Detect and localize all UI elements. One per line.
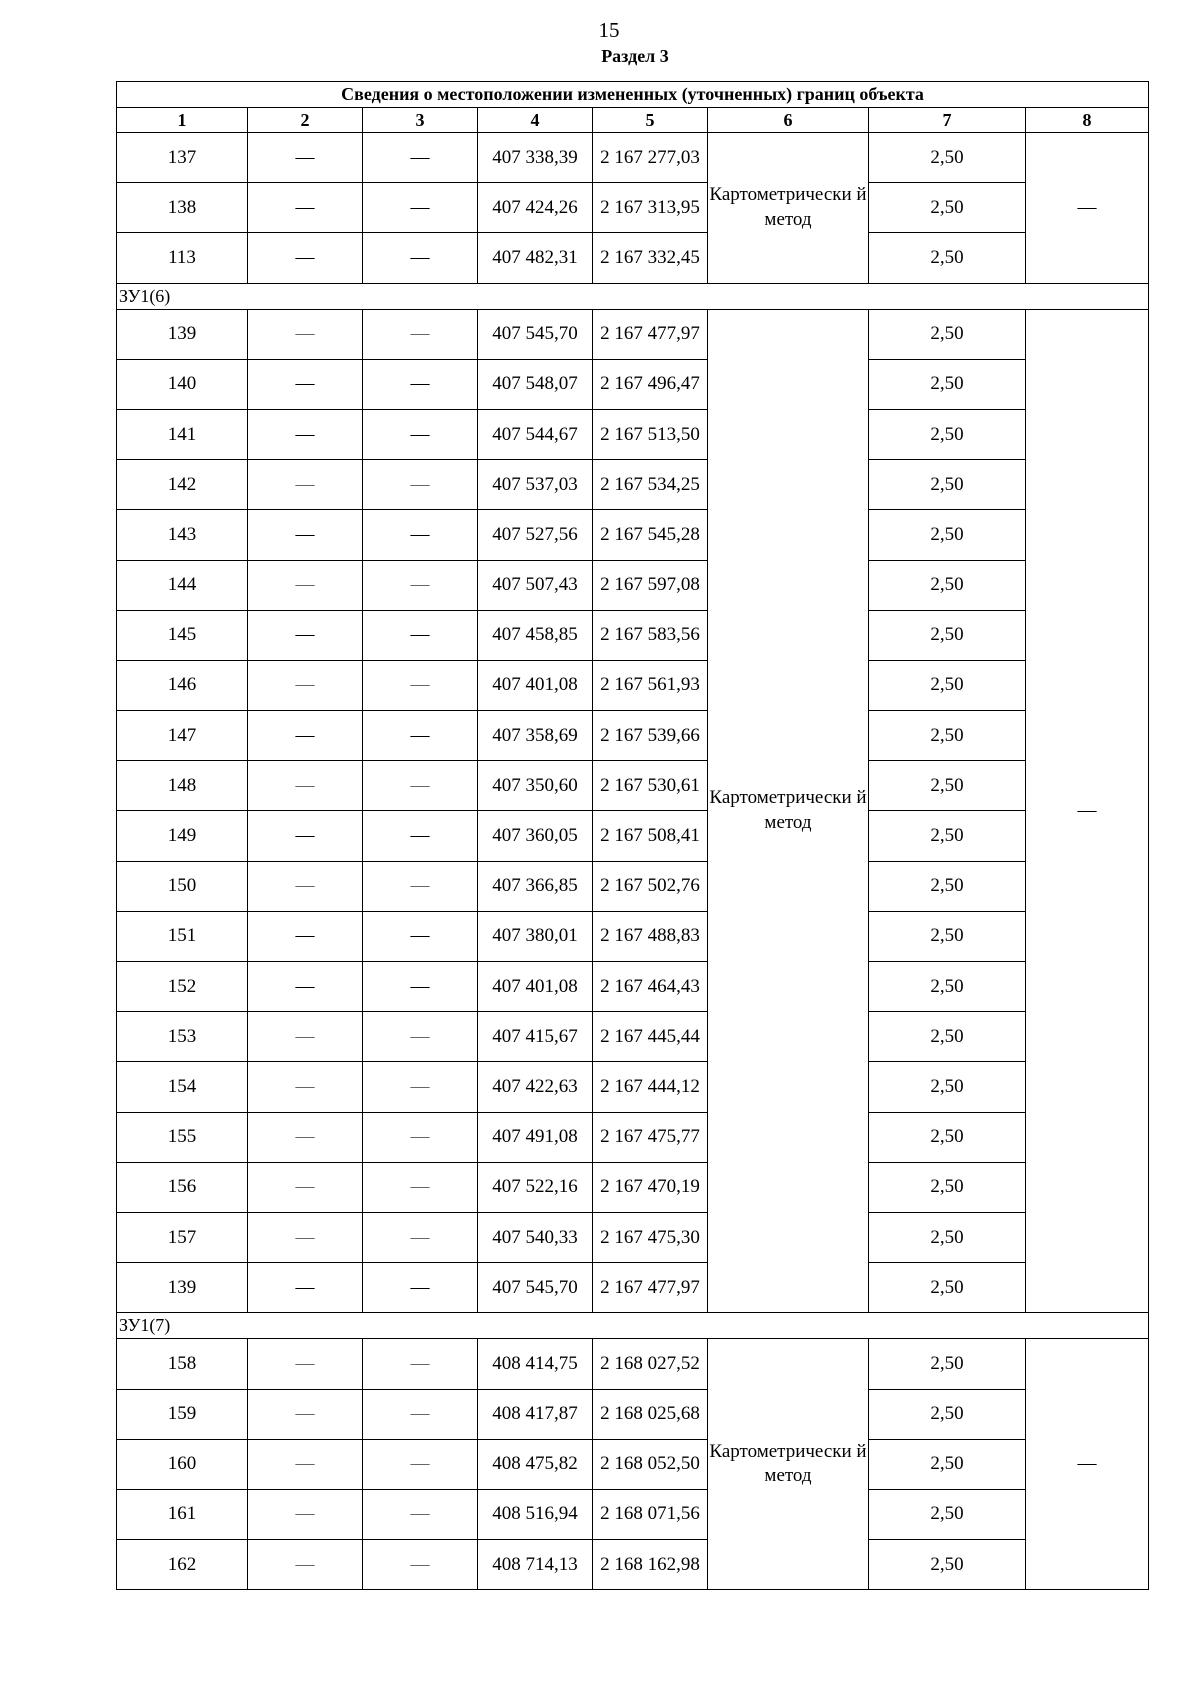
column-2-cell xyxy=(248,811,363,861)
page-number: 15 xyxy=(598,18,620,42)
accuracy-cell: 2,50 xyxy=(869,1162,1026,1212)
y-coordinate-cell: 2 167 332,45 xyxy=(593,233,708,283)
point-number-cell: 139 xyxy=(117,309,248,359)
point-number-cell: 139 xyxy=(117,1263,248,1313)
dash-value: — xyxy=(295,724,315,746)
column-2-cell xyxy=(248,962,363,1012)
x-coordinate-cell: 407 415,67 xyxy=(478,1012,593,1062)
accuracy-cell: 2,50 xyxy=(869,1112,1026,1162)
y-coordinate-cell: 2 167 502,76 xyxy=(593,861,708,911)
dash-value: — xyxy=(410,1075,430,1097)
y-coordinate-cell: 2 167 475,30 xyxy=(593,1212,708,1262)
point-number-cell: 157 xyxy=(117,1212,248,1262)
accuracy-cell: 2,50 xyxy=(869,510,1026,560)
column-3-cell xyxy=(363,1489,478,1539)
column-2-cell xyxy=(248,560,363,610)
accuracy-cell: 2,50 xyxy=(869,309,1026,359)
point-number-cell: 161 xyxy=(117,1489,248,1539)
column-3-cell xyxy=(363,560,478,610)
dash-value: — xyxy=(295,1276,315,1298)
column-2-cell xyxy=(248,309,363,359)
dash-value: — xyxy=(410,674,430,696)
column-3-cell xyxy=(363,359,478,409)
y-coordinate-cell: 2 167 513,50 xyxy=(593,409,708,459)
accuracy-cell: 2,50 xyxy=(869,560,1026,610)
x-coordinate-cell: 407 545,70 xyxy=(478,1263,593,1313)
y-coordinate-cell: 2 167 475,77 xyxy=(593,1112,708,1162)
column-8-cell: — xyxy=(1026,1339,1149,1590)
table-row xyxy=(117,460,1149,510)
point-number-cell: 142 xyxy=(117,460,248,510)
dash-value: — xyxy=(295,1226,315,1248)
x-coordinate-cell: 407 401,08 xyxy=(478,660,593,710)
table-row xyxy=(117,359,1149,409)
dash-value: — xyxy=(410,1352,430,1374)
column-3-cell xyxy=(363,1012,478,1062)
x-coordinate-cell: 407 380,01 xyxy=(478,911,593,961)
column-2-cell xyxy=(248,861,363,911)
y-coordinate-cell: 2 167 508,41 xyxy=(593,811,708,861)
table-row xyxy=(117,660,1149,710)
table-row xyxy=(117,133,1149,183)
point-number-cell: 153 xyxy=(117,1012,248,1062)
point-number-cell: 143 xyxy=(117,510,248,560)
column-3-cell xyxy=(363,811,478,861)
column-3-cell xyxy=(363,1112,478,1162)
column-3-cell xyxy=(363,510,478,560)
dash-value: — xyxy=(410,574,430,596)
table-row xyxy=(117,761,1149,811)
column-2-cell xyxy=(248,660,363,710)
column-2-cell xyxy=(248,1489,363,1539)
dash-value: — xyxy=(295,1453,315,1475)
accuracy-cell: 2,50 xyxy=(869,359,1026,409)
dash-value: — xyxy=(295,925,315,947)
table-row xyxy=(117,1212,1149,1262)
dash-value: — xyxy=(295,1075,315,1097)
accuracy-cell: 2,50 xyxy=(869,1489,1026,1539)
column-3-cell xyxy=(363,610,478,660)
y-coordinate-cell: 2 167 597,08 xyxy=(593,560,708,610)
point-number-cell: 144 xyxy=(117,560,248,610)
dash-value: — xyxy=(410,774,430,796)
dash-value: — xyxy=(410,246,430,268)
accuracy-cell: 2,50 xyxy=(869,962,1026,1012)
group-header-row xyxy=(117,283,1149,309)
point-number-cell: 158 xyxy=(117,1339,248,1389)
point-number-cell: 156 xyxy=(117,1162,248,1212)
dash-value: — xyxy=(410,975,430,997)
point-number-cell: 113 xyxy=(117,233,248,283)
y-coordinate-cell: 2 167 534,25 xyxy=(593,460,708,510)
dash-value: — xyxy=(295,875,315,897)
dash-value: — xyxy=(410,523,430,545)
y-coordinate-cell: 2 167 539,66 xyxy=(593,711,708,761)
column-2-cell xyxy=(248,1212,363,1262)
column-2-cell xyxy=(248,711,363,761)
dash-value: — xyxy=(295,674,315,696)
y-coordinate-cell: 2 167 470,19 xyxy=(593,1162,708,1212)
dash-value: — xyxy=(410,1503,430,1525)
accuracy-cell: 2,50 xyxy=(869,811,1026,861)
column-3-cell xyxy=(363,1212,478,1262)
method-cell: Картометрически й метод xyxy=(708,1339,869,1590)
table-row xyxy=(117,911,1149,961)
accuracy-cell: 2,50 xyxy=(869,1339,1026,1389)
dash-value: — xyxy=(410,724,430,746)
y-coordinate-cell: 2 167 561,93 xyxy=(593,660,708,710)
dash-value: — xyxy=(410,423,430,445)
accuracy-cell: 2,50 xyxy=(869,1012,1026,1062)
x-coordinate-cell: 407 360,05 xyxy=(478,811,593,861)
dash-value: — xyxy=(295,774,315,796)
dash-value: — xyxy=(295,473,315,495)
table-row xyxy=(117,1439,1149,1489)
accuracy-cell: 2,50 xyxy=(869,1540,1026,1590)
column-2-cell xyxy=(248,911,363,961)
column-3-cell xyxy=(363,1439,478,1489)
y-coordinate-cell: 2 167 444,12 xyxy=(593,1062,708,1112)
table-row xyxy=(117,861,1149,911)
column-number: 8 xyxy=(1026,108,1149,133)
table-row xyxy=(117,1540,1149,1590)
column-2-cell xyxy=(248,1062,363,1112)
y-coordinate-cell: 2 167 277,03 xyxy=(593,133,708,183)
dash-value: — xyxy=(410,373,430,395)
dash-value: — xyxy=(295,523,315,545)
column-3-cell xyxy=(363,1339,478,1389)
x-coordinate-cell: 407 527,56 xyxy=(478,510,593,560)
table-row xyxy=(117,811,1149,861)
method-cell: Картометрически й метод xyxy=(708,133,869,284)
y-coordinate-cell: 2 167 496,47 xyxy=(593,359,708,409)
x-coordinate-cell: 408 414,75 xyxy=(478,1339,593,1389)
dash-value: — xyxy=(410,825,430,847)
column-2-cell xyxy=(248,359,363,409)
point-number-cell: 138 xyxy=(117,183,248,233)
dash-value: — xyxy=(410,1226,430,1248)
x-coordinate-cell: 407 338,39 xyxy=(478,133,593,183)
table-row xyxy=(117,1162,1149,1212)
point-number-cell: 146 xyxy=(117,660,248,710)
x-coordinate-cell: 407 401,08 xyxy=(478,962,593,1012)
table-row xyxy=(117,183,1149,233)
section-title: Раздел 3 xyxy=(601,46,669,66)
accuracy-cell: 2,50 xyxy=(869,660,1026,710)
point-number-cell: 159 xyxy=(117,1389,248,1439)
column-2-cell xyxy=(248,1112,363,1162)
column-3-cell xyxy=(363,1540,478,1590)
dash-value: — xyxy=(410,323,430,345)
dash-value: — xyxy=(295,1025,315,1047)
column-2-cell xyxy=(248,1263,363,1313)
y-coordinate-cell: 2 167 530,61 xyxy=(593,761,708,811)
table-row xyxy=(117,1112,1149,1162)
x-coordinate-cell: 407 537,03 xyxy=(478,460,593,510)
table-row xyxy=(117,409,1149,459)
x-coordinate-cell: 408 475,82 xyxy=(478,1439,593,1489)
dash-value: — xyxy=(295,196,315,218)
accuracy-cell: 2,50 xyxy=(869,1263,1026,1313)
table-caption: Сведения о местоположении измененных (уточненных) границ объекта xyxy=(117,82,1149,108)
accuracy-cell: 2,50 xyxy=(869,1212,1026,1262)
column-number: 3 xyxy=(363,108,478,133)
column-3-cell xyxy=(363,911,478,961)
column-number: 5 xyxy=(593,108,708,133)
dash-value: — xyxy=(410,196,430,218)
table-row xyxy=(117,962,1149,1012)
column-3-cell xyxy=(363,233,478,283)
dash-value: — xyxy=(410,1403,430,1425)
x-coordinate-cell: 407 491,08 xyxy=(478,1112,593,1162)
point-number-cell: 150 xyxy=(117,861,248,911)
column-3-cell xyxy=(363,1389,478,1439)
x-coordinate-cell: 407 522,16 xyxy=(478,1162,593,1212)
x-coordinate-cell: 407 545,70 xyxy=(478,309,593,359)
accuracy-cell: 2,50 xyxy=(869,233,1026,283)
y-coordinate-cell: 2 167 464,43 xyxy=(593,962,708,1012)
column-2-cell xyxy=(248,1540,363,1590)
y-coordinate-cell: 2 168 162,98 xyxy=(593,1540,708,1590)
y-coordinate-cell: 2 167 477,97 xyxy=(593,309,708,359)
x-coordinate-cell: 407 458,85 xyxy=(478,610,593,660)
table-row xyxy=(117,510,1149,560)
column-2-cell xyxy=(248,761,363,811)
accuracy-cell: 2,50 xyxy=(869,610,1026,660)
dash-value: — xyxy=(410,875,430,897)
column-8-cell: — xyxy=(1026,309,1149,1313)
column-number: 6 xyxy=(708,108,869,133)
dash-value: — xyxy=(295,1553,315,1575)
column-3-cell xyxy=(363,962,478,1012)
y-coordinate-cell: 2 168 052,50 xyxy=(593,1439,708,1489)
accuracy-cell: 2,50 xyxy=(869,1389,1026,1439)
group-label: ЗУ1(6) xyxy=(117,283,1149,309)
y-coordinate-cell: 2 167 583,56 xyxy=(593,610,708,660)
column-3-cell xyxy=(363,861,478,911)
column-3-cell xyxy=(363,183,478,233)
dash-value: — xyxy=(410,146,430,168)
table-row xyxy=(117,1263,1149,1313)
column-2-cell xyxy=(248,133,363,183)
y-coordinate-cell: 2 167 488,83 xyxy=(593,911,708,961)
column-3-cell xyxy=(363,711,478,761)
point-number-cell: 141 xyxy=(117,409,248,459)
column-2-cell xyxy=(248,510,363,560)
column-2-cell xyxy=(248,1389,363,1439)
y-coordinate-cell: 2 167 445,44 xyxy=(593,1012,708,1062)
y-coordinate-cell: 2 167 545,28 xyxy=(593,510,708,560)
column-3-cell xyxy=(363,1162,478,1212)
table-row xyxy=(117,1389,1149,1439)
point-number-cell: 149 xyxy=(117,811,248,861)
column-number: 4 xyxy=(478,108,593,133)
boundary-coordinates-table xyxy=(116,81,1149,1590)
dash-value: — xyxy=(295,1176,315,1198)
table-row xyxy=(117,610,1149,660)
table-row xyxy=(117,1489,1149,1539)
column-3-cell xyxy=(363,1263,478,1313)
dash-value: — xyxy=(295,246,315,268)
table-row xyxy=(117,233,1149,283)
dash-value: — xyxy=(410,925,430,947)
accuracy-cell: 2,50 xyxy=(869,409,1026,459)
accuracy-cell: 2,50 xyxy=(869,761,1026,811)
point-number-cell: 148 xyxy=(117,761,248,811)
column-2-cell xyxy=(248,1162,363,1212)
point-number-cell: 162 xyxy=(117,1540,248,1590)
group-header-row xyxy=(117,1313,1149,1339)
dash-value: — xyxy=(410,1276,430,1298)
dash-value: — xyxy=(295,825,315,847)
column-2-cell xyxy=(248,233,363,283)
x-coordinate-cell: 407 424,26 xyxy=(478,183,593,233)
accuracy-cell: 2,50 xyxy=(869,1062,1026,1112)
accuracy-cell: 2,50 xyxy=(869,133,1026,183)
point-number-cell: 160 xyxy=(117,1439,248,1489)
column-number: 2 xyxy=(248,108,363,133)
table-row xyxy=(117,560,1149,610)
x-coordinate-cell: 408 714,13 xyxy=(478,1540,593,1590)
x-coordinate-cell: 408 516,94 xyxy=(478,1489,593,1539)
dash-value: — xyxy=(295,1503,315,1525)
x-coordinate-cell: 407 358,69 xyxy=(478,711,593,761)
accuracy-cell: 2,50 xyxy=(869,711,1026,761)
dash-value: — xyxy=(410,1025,430,1047)
dash-value: — xyxy=(410,624,430,646)
column-2-cell xyxy=(248,183,363,233)
point-number-cell: 152 xyxy=(117,962,248,1012)
dash-value: — xyxy=(295,373,315,395)
dash-value: — xyxy=(410,473,430,495)
x-coordinate-cell: 407 366,85 xyxy=(478,861,593,911)
y-coordinate-cell: 2 168 027,52 xyxy=(593,1339,708,1389)
point-number-cell: 155 xyxy=(117,1112,248,1162)
table-row xyxy=(117,1062,1149,1112)
x-coordinate-cell: 407 548,07 xyxy=(478,359,593,409)
x-coordinate-cell: 407 540,33 xyxy=(478,1212,593,1262)
column-2-cell xyxy=(248,1339,363,1389)
dash-value: — xyxy=(295,146,315,168)
x-coordinate-cell: 407 422,63 xyxy=(478,1062,593,1112)
x-coordinate-cell: 408 417,87 xyxy=(478,1389,593,1439)
table-body xyxy=(117,133,1149,1590)
column-2-cell xyxy=(248,1012,363,1062)
table-row xyxy=(117,1012,1149,1062)
dash-value: — xyxy=(295,1126,315,1148)
dash-value: — xyxy=(295,423,315,445)
x-coordinate-cell: 407 482,31 xyxy=(478,233,593,283)
dash-value: — xyxy=(295,975,315,997)
column-3-cell xyxy=(363,1062,478,1112)
column-3-cell xyxy=(363,309,478,359)
y-coordinate-cell: 2 167 477,97 xyxy=(593,1263,708,1313)
dash-value: — xyxy=(295,574,315,596)
point-number-cell: 140 xyxy=(117,359,248,409)
dash-value: — xyxy=(295,1403,315,1425)
dash-value: — xyxy=(295,1352,315,1374)
accuracy-cell: 2,50 xyxy=(869,183,1026,233)
x-coordinate-cell: 407 544,67 xyxy=(478,409,593,459)
dash-value: — xyxy=(410,1553,430,1575)
y-coordinate-cell: 2 168 071,56 xyxy=(593,1489,708,1539)
dash-value: — xyxy=(410,1176,430,1198)
column-2-cell xyxy=(248,610,363,660)
column-number: 7 xyxy=(869,108,1026,133)
column-2-cell xyxy=(248,409,363,459)
column-3-cell xyxy=(363,761,478,811)
table-row xyxy=(117,711,1149,761)
column-2-cell xyxy=(248,460,363,510)
group-label: ЗУ1(7) xyxy=(117,1313,1149,1339)
accuracy-cell: 2,50 xyxy=(869,911,1026,961)
table-row xyxy=(117,309,1149,359)
column-3-cell xyxy=(363,133,478,183)
point-number-cell: 151 xyxy=(117,911,248,961)
accuracy-cell: 2,50 xyxy=(869,1439,1026,1489)
column-number-row xyxy=(117,108,1149,133)
dash-value: — xyxy=(410,1126,430,1148)
table-row xyxy=(117,1339,1149,1389)
point-number-cell: 147 xyxy=(117,711,248,761)
point-number-cell: 137 xyxy=(117,133,248,183)
y-coordinate-cell: 2 167 313,95 xyxy=(593,183,708,233)
column-3-cell xyxy=(363,460,478,510)
column-3-cell xyxy=(363,660,478,710)
dash-value: — xyxy=(295,323,315,345)
column-number: 1 xyxy=(117,108,248,133)
accuracy-cell: 2,50 xyxy=(869,460,1026,510)
x-coordinate-cell: 407 507,43 xyxy=(478,560,593,610)
column-2-cell xyxy=(248,1439,363,1489)
column-8-cell: — xyxy=(1026,133,1149,284)
point-number-cell: 154 xyxy=(117,1062,248,1112)
dash-value: — xyxy=(410,1453,430,1475)
point-number-cell: 145 xyxy=(117,610,248,660)
dash-value: — xyxy=(295,624,315,646)
column-3-cell xyxy=(363,409,478,459)
y-coordinate-cell: 2 168 025,68 xyxy=(593,1389,708,1439)
accuracy-cell: 2,50 xyxy=(869,861,1026,911)
method-cell: Картометрически й метод xyxy=(708,309,869,1313)
x-coordinate-cell: 407 350,60 xyxy=(478,761,593,811)
